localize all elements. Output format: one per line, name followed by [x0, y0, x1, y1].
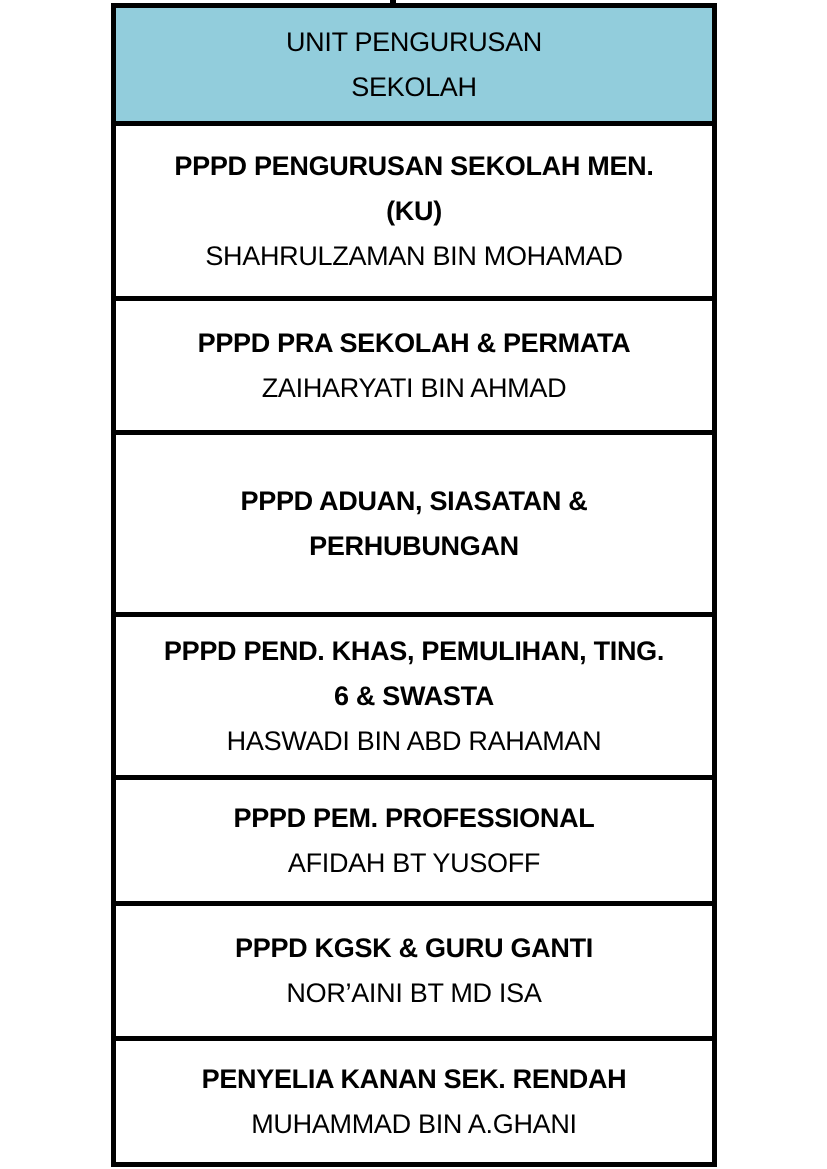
unit-title-line: PPPD PEND. KHAS, PEMULIHAN, TING.	[163, 635, 665, 666]
org-chart-column	[111, 3, 717, 1167]
unit-header-box	[111, 3, 717, 126]
unit-title-line: PPPD PEM. PROFESSIONAL	[233, 802, 595, 833]
unit-title-line: PPPD ADUAN, SIASATAN &	[240, 485, 588, 516]
unit-title-line: 6 & SWASTA	[333, 680, 494, 711]
unit-officer-name: SHAHRULZAMAN BIN MOHAMAD	[205, 240, 623, 271]
unit-title-line: PENYELIA KANAN SEK. RENDAH	[201, 1063, 627, 1094]
header-title-line-1: UNIT PENGURUSAN	[285, 26, 543, 57]
unit-box-pra-sekolah-permata	[111, 296, 717, 435]
unit-title-line: PPPD PRA SEKOLAH & PERMATA	[197, 327, 631, 358]
unit-box-pend-khas-pemulihan	[111, 612, 717, 780]
unit-box-aduan-siasatan-perhubungan	[111, 430, 717, 617]
unit-box-pengurusan-sekolah-men	[111, 121, 717, 301]
unit-title-line: PPPD PENGURUSAN SEKOLAH MEN.	[174, 150, 654, 181]
unit-officer-name: ZAIHARYATI BIN AHMAD	[261, 372, 567, 403]
unit-officer-name: NOR’AINI BT MD ISA	[286, 978, 542, 1008]
unit-title-line: PPPD KGSK & GURU GANTI	[235, 933, 593, 963]
unit-box-kgsk-guru-ganti	[111, 901, 717, 1041]
unit-box-pem-professional	[111, 775, 717, 906]
unit-title-line: PERHUBUNGAN	[309, 530, 519, 561]
unit-box-penyelia-kanan-sek-rendah	[111, 1036, 717, 1167]
unit-title-line: (KU)	[386, 195, 442, 226]
unit-officer-name: AFIDAH BT YUSOFF	[287, 847, 541, 878]
unit-officer-name: MUHAMMAD BIN A.GHANI	[251, 1108, 577, 1139]
header-title-line-2: SEKOLAH	[351, 71, 477, 102]
unit-officer-name: HASWADI BIN ABD RAHAMAN	[226, 725, 602, 756]
